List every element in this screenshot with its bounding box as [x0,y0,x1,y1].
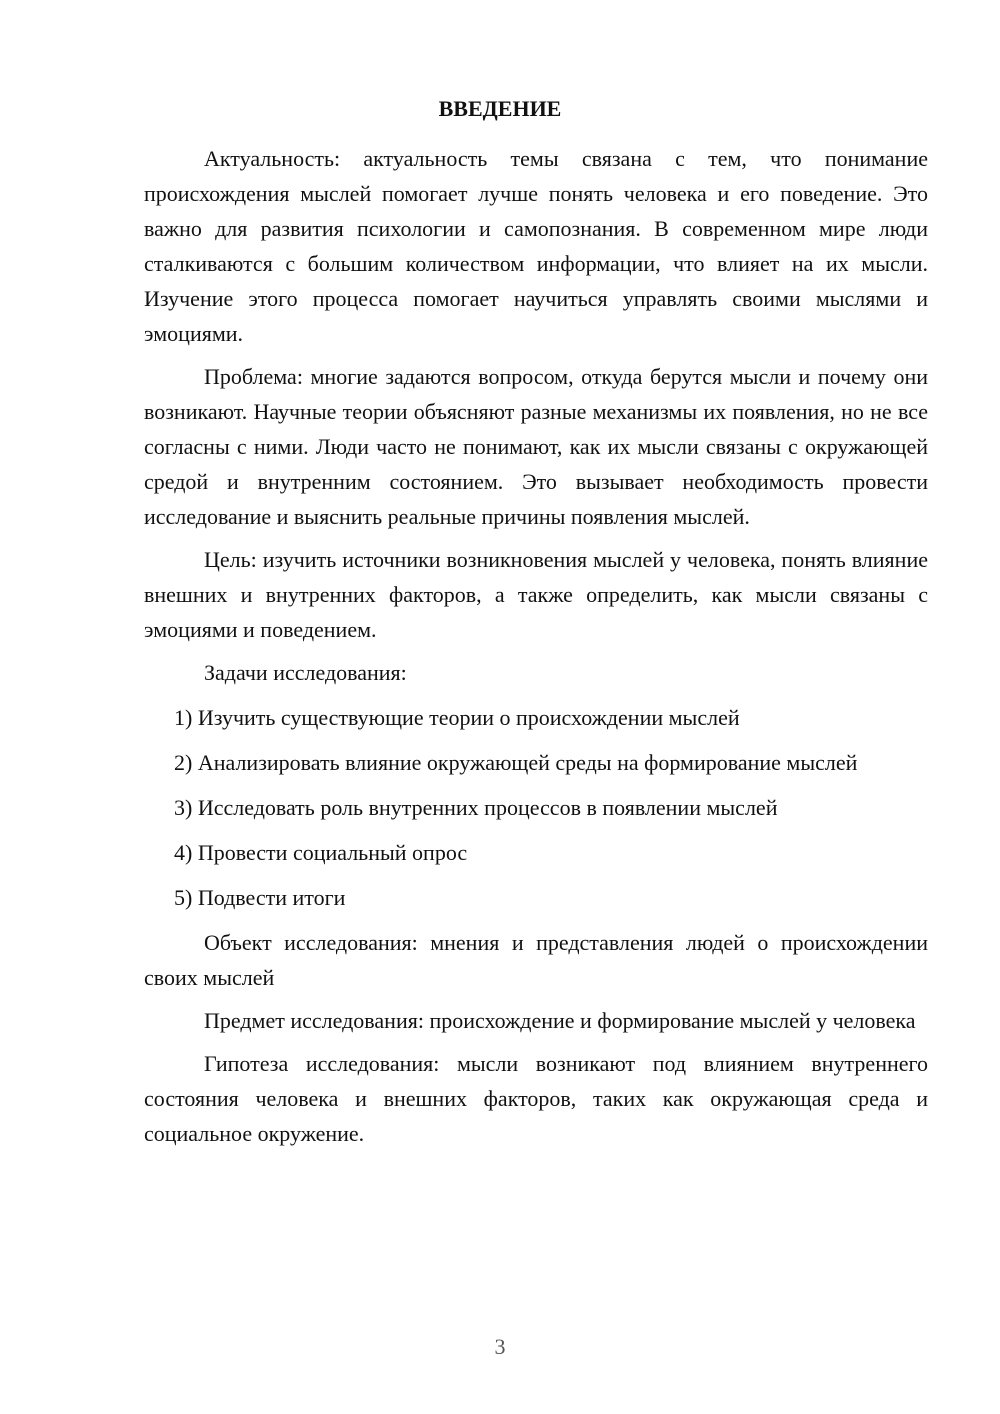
task-item-4: 4) Провести социальный опрос [174,840,468,865]
paragraph-problem: Проблема: многие задаются вопросом, откуда берутся мысли и почему они возникают. Научные теории объясняют разные механизмы их появления, но не все согласны с ними. Люди часто не понимают, как их мысли связаны с окружающей средой и внутренним состоянием. Это вызывает необходимость провести исследование и выяснить реальные причины появления мыслей. [144,364,928,529]
document-body [144,141,928,1159]
task-item-1: 1) Изучить существующие теории о происхождении мыслей [174,705,740,730]
page-title: ВВЕДЕНИЕ [438,96,562,121]
paragraph-goal: Цель: изучить источники возникновения мыслей у человека, понять влияние внешних и внутренних факторов, а также определить, как мысли связаны с эмоциями и поведением. [144,547,928,642]
paragraph-relevance: Актуальность: актуальность темы связана с тем, что понимание происхождения мыслей помогает лучше понять человека и его поведение. Это важно для развития психологии и самопознания. В современном мире люди сталкиваются с большим количеством информации, что влияет на их мысли. Изучение этого процесса помогает научиться управлять своими мыслями и эмоциями. [144,146,928,346]
task-item-2: 2) Анализировать влияние окружающей среды на формирование мыслей [174,750,858,775]
paragraph-object: Объект исследования: мнения и представления людей о происхождении своих мыслей [144,930,928,990]
tasks-label: Задачи исследования: [204,660,407,685]
task-item-5: 5) Подвести итоги [174,885,346,910]
paragraph-subject: Предмет исследования: происхождение и формирование мыслей у человека [204,1008,916,1033]
paragraph-hypothesis: Гипотеза исследования: мысли возникают под влиянием внутреннего состояния человека и внешних факторов, таких как окружающая среда и социальное окружение. [144,1051,928,1146]
task-item-3: 3) Исследовать роль внутренних процессов в появлении мыслей [174,795,778,820]
page-number: 3 [494,1334,506,1359]
